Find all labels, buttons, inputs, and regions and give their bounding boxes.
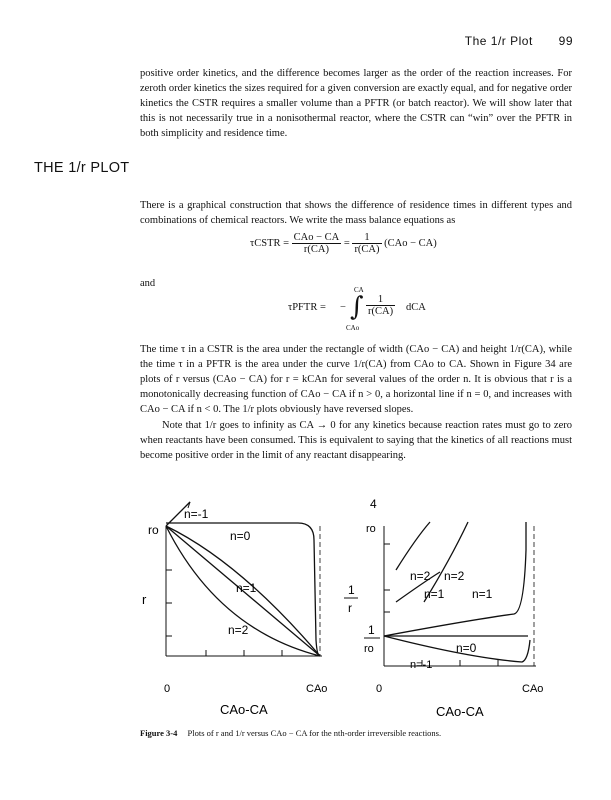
left-curve-label-n-0: n=0 — [230, 529, 251, 543]
caption-label: Figure 3-4 — [140, 728, 178, 738]
figure-3-4 — [0, 490, 611, 722]
eq-pftr-frac-den: r(CA) — [368, 306, 394, 317]
right-curve-label-n-1a: n=1 — [424, 587, 445, 601]
and-word: and — [140, 278, 156, 289]
left-curve-label-n-1: n=1 — [236, 581, 257, 595]
body-paragraph-1: There is a graphical construction that shows the difference of residence times in different types and combinations of chemical reactors. We write the mass balance equations as — [140, 200, 572, 226]
eq-pftr-frac — [366, 294, 395, 317]
right-curve-label-n-minus-1: n=-1 — [410, 659, 433, 671]
right-x-axis-label: CAo-CA — [436, 704, 484, 719]
right-curve-label-n-2a: n=2 — [410, 569, 431, 583]
section-title: THE 1/r PLOT — [34, 160, 130, 176]
left-curve-label-n-minus-1: n=-1 — [184, 507, 209, 521]
figure-caption — [140, 728, 441, 738]
left-y-label: r — [142, 592, 147, 607]
eq-cstr-tail: (CAo − CA) — [384, 237, 437, 249]
left-x-end-label: CAo — [306, 683, 328, 695]
left-x-origin-label: 0 — [164, 683, 171, 695]
integral-sign-icon: ∫ — [350, 292, 364, 322]
eq-pftr-frac-num: 1 — [366, 294, 395, 306]
eq-cstr-frac2 — [352, 232, 381, 255]
eq-pftr-tail: dCA — [406, 302, 426, 313]
right-x-end-label: CAo — [522, 683, 544, 695]
right-y-mid-num: 1 — [368, 623, 375, 637]
running-title: The 1/r Plot — [464, 34, 533, 48]
right-y-mid-den: ro — [364, 643, 374, 655]
left-x-axis-label: CAo-CA — [220, 702, 268, 717]
eq-cstr-frac1-num: CAo − CA — [293, 232, 340, 243]
running-header — [465, 34, 573, 48]
eq-pftr-lhs: τPFTR = — [288, 302, 326, 313]
page-number: 99 — [558, 34, 573, 48]
eq-cstr-equals: = — [343, 237, 350, 249]
right-y-top-sub: ro — [366, 523, 376, 535]
right-curve-label-n-0: n=0 — [456, 641, 477, 655]
eq-pftr-lower-limit: CAo — [346, 324, 360, 332]
body-paragraph-3: Note that 1/r goes to infinity as CA → 0 for any kinetics because reaction rates must go to zero when reactants have been consumed. This is equivalent to saying that the kinetics of all reactions must become positive order in the limit of any reactant disappearing. — [140, 420, 572, 461]
right-curve-label-n-2b: n=2 — [444, 569, 465, 583]
right-x-origin-label: 0 — [376, 683, 383, 695]
equation-cstr — [250, 232, 437, 255]
right-curve-label-n-1b: n=1 — [472, 587, 493, 601]
eq-pftr-minus: − — [340, 302, 346, 313]
eq-cstr-lhs: τCSTR = — [250, 237, 290, 249]
eq-cstr-frac2-den: r(CA) — [354, 244, 380, 255]
eq-cstr-frac1 — [292, 232, 342, 255]
eq-pftr-upper-limit: CA — [354, 286, 364, 294]
left-curve-label-n-2: n=2 — [228, 623, 249, 637]
curve-right-n-2a — [396, 522, 430, 570]
equation-pftr — [288, 288, 448, 332]
caption-text: Plots of r and 1/r versus CAo − CA for the nth-order irreversible reactions. — [187, 728, 442, 738]
body-paragraph-2: The time τ in a CSTR is the area under the rectangle of width (CAo − CA) and height 1/r(CA), while the time τ in a PFTR is the area under the curve 1/r(CA) from CAo to CA. Shown in Figure 34 are plots of r versus (CAo − CA) for r = kCAn for several values of the order n. It is obvious that r is a monotonically decreasing function of CAo − CA if n > 0, a horizontal line if n = 0, and increases with CAo − CA if n < 0. The 1/r plots obviously have reversed slopes. — [140, 344, 572, 415]
right-y-label-den: r — [348, 601, 352, 615]
eq-cstr-frac1-den: r(CA) — [303, 244, 329, 255]
intro-paragraph: positive order kinetics, and the difference becomes larger as the order of the reaction increases. For zeroth order kinetics the sizes required for a given conversion are exactly equal, and for negative order kinetics the CSTR requires a smaller volume than a PFTR (or batch reactor). We will show later that this is not necessarily true in a nonisothermal reactor, where the CSTR can “win” over the PFTR in both simplicity and residence time. — [140, 68, 572, 139]
right-y-label-num: 1 — [348, 583, 355, 597]
eq-cstr-frac2-num: 1 — [352, 232, 381, 244]
left-y-top-label: ro — [148, 523, 159, 537]
right-y-top-value: 4 — [370, 497, 377, 511]
